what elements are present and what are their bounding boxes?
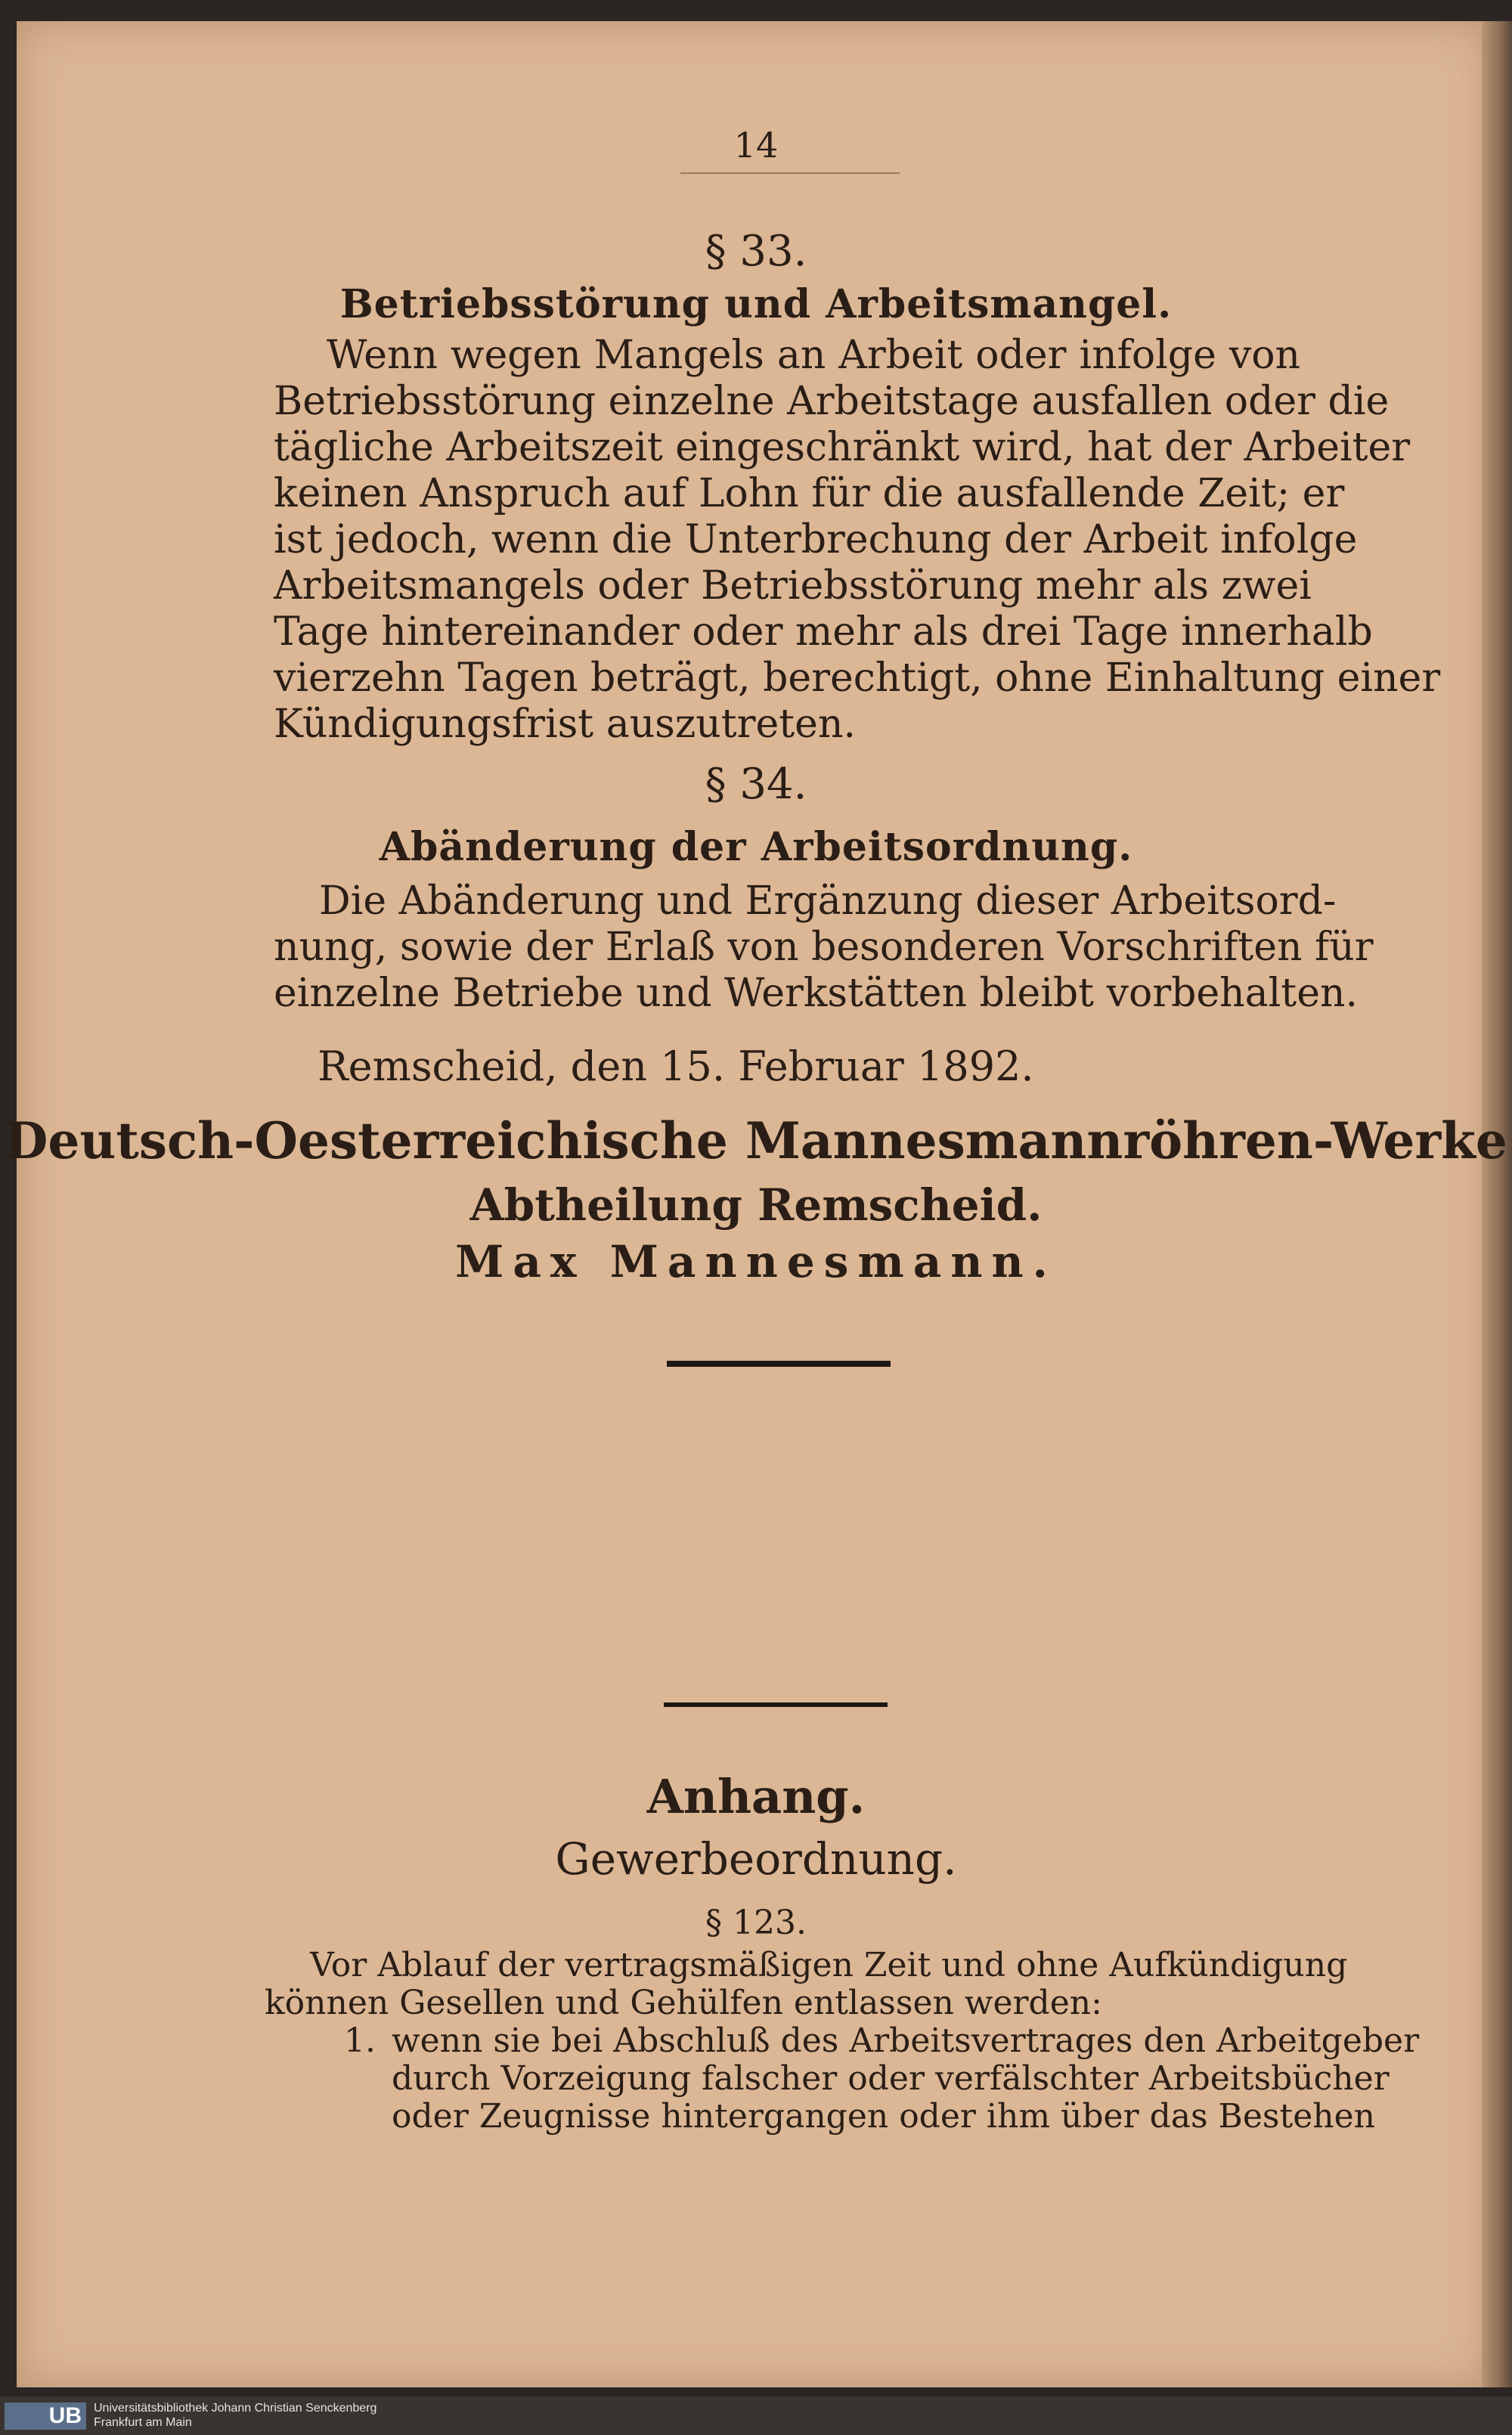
paragraph-line: können Gesellen und Gehülfen entlassen werden: (265, 1984, 1102, 2022)
appendix-subtitle: Gewerbeordnung. (555, 1833, 957, 1885)
paragraph-line: keinen Anspruch auf Lohn für die ausfallende Zeit; er (274, 471, 1345, 516)
section-33-paragraph (274, 333, 1441, 748)
department-name: Abtheilung Remscheid. (469, 1179, 1043, 1231)
paragraph-line: Kündigungsfrist auszutreten. (274, 702, 856, 747)
page-number: 14 (733, 125, 779, 166)
appendix-item-text (392, 2021, 1420, 2136)
signature-name: Max Mannesmann. (455, 1236, 1057, 1287)
section-34-number: § 34. (705, 760, 807, 809)
paragraph-line: Arbeitsmangels oder Betriebsstörung mehr als zwei (274, 563, 1312, 609)
library-logo[interactable]: UB (5, 2402, 86, 2430)
paragraph-line: Betriebsstörung einzelne Arbeitstage ausfallen oder die (274, 379, 1390, 424)
section-33-number: § 33. (705, 227, 807, 276)
separator-bar (664, 1702, 888, 1707)
library-name: Universitätsbibliothek Johann Christian Senckenberg (94, 2402, 377, 2415)
page-number-rule (680, 172, 900, 174)
paragraph-line: durch Vorzeigung falscher oder verfälschter Arbeitsbücher (392, 2059, 1390, 2098)
paragraph-line: Tage hintereinander oder mehr als drei Tage innerhalb (274, 609, 1373, 655)
appendix-item-number: 1. (344, 2021, 376, 2060)
paragraph-line: Wenn wegen Mangels an Arbeit oder infolge von (327, 333, 1300, 378)
library-credit (94, 2401, 376, 2430)
appendix-intro (265, 1946, 1348, 2022)
paragraph-line: ist jedoch, wenn die Unterbrechung der Arbeit infolge (274, 517, 1358, 562)
footer-bar (0, 2396, 1512, 2435)
place-date: Remscheid, den 15. Februar 1892. (318, 1042, 1034, 1090)
company-name: Deutsch-Oesterreichische Mannesmannröhren-Werke (5, 1111, 1507, 1170)
paragraph-line: Die Abänderung und Ergänzung dieser Arbeitsord- (319, 878, 1337, 924)
paragraph-line: tägliche Arbeitszeit eingeschränkt wird, hat der Arbeiter (274, 425, 1411, 470)
section-34-paragraph (274, 878, 1374, 1017)
section-34-heading: Abänderung der Arbeitsordnung. (379, 824, 1133, 870)
separator-bar (667, 1361, 891, 1367)
appendix-section: § 123. (705, 1904, 807, 1942)
paragraph-line: oder Zeugnisse hintergangen oder ihm über das Bestehen (392, 2097, 1375, 2136)
appendix-title: Anhang. (646, 1769, 866, 1824)
paragraph-line: einzelne Betriebe und Werkstätten bleibt vorbehalten. (274, 971, 1358, 1016)
paragraph-line: wenn sie bei Abschluß des Arbeitsvertrages den Arbeitgeber (392, 2021, 1420, 2060)
library-city: Frankfurt am Main (94, 2416, 192, 2429)
paragraph-line: vierzehn Tagen beträgt, berechtigt, ohne Einhaltung einer (274, 655, 1441, 701)
paragraph-line: Vor Ablauf der vertragsmäßigen Zeit und ohne Aufkündigung (310, 1946, 1348, 1984)
paragraph-line: nung, sowie der Erlaß von besonderen Vorschriften für (274, 925, 1374, 970)
section-33-heading: Betriebsstörung und Arbeitsmangel. (339, 281, 1173, 327)
